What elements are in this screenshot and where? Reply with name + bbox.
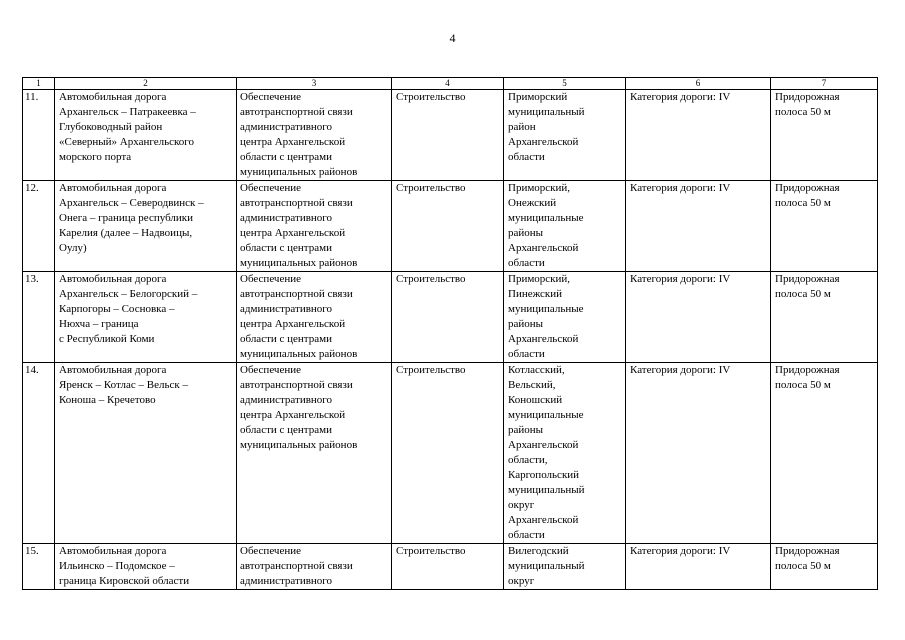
column-header: 4 — [392, 78, 504, 90]
location-cell: Приморский, Онежский муниципальные районы Архангельской области — [504, 181, 626, 272]
road-name: Автомобильная дорога Архангельск – Северодвинск – Онега – граница республики Карелия (далее – Надвоицы, Оулу) — [55, 181, 237, 272]
category-cell: Категория дороги: IV — [626, 90, 771, 181]
row-number: 11. — [23, 90, 55, 181]
row-number: 14. — [23, 363, 55, 544]
work-type-cell: Строительство — [392, 90, 504, 181]
table-row — [23, 181, 878, 272]
column-header: 5 — [504, 78, 626, 90]
table-row — [23, 272, 878, 363]
row-number: 13. — [23, 272, 55, 363]
column-header: 2 — [55, 78, 237, 90]
category-cell: Категория дороги: IV — [626, 181, 771, 272]
location-cell: Вилегодский муниципальный округ — [504, 544, 626, 590]
road-name: Автомобильная дорога Архангельск – Патракеевка – Глубоководный район «Северный» Архангельского морского порта — [55, 90, 237, 181]
zone-cell: Придорожная полоса 50 м — [771, 181, 878, 272]
work-type-cell: Строительство — [392, 272, 504, 363]
purpose-cell: Обеспечение автотранспортной связи административного центра Архангельской области с центрами муниципальных районов — [237, 272, 392, 363]
column-header: 3 — [237, 78, 392, 90]
page-number: 4 — [449, 31, 456, 45]
category-cell: Категория дороги: IV — [626, 363, 771, 544]
table-row — [23, 363, 878, 544]
header-row — [23, 78, 878, 90]
table-row — [23, 90, 878, 181]
zone-cell: Придорожная полоса 50 м — [771, 90, 878, 181]
road-objects-table — [22, 77, 878, 590]
column-header: 6 — [626, 78, 771, 90]
category-cell: Категория дороги: IV — [626, 272, 771, 363]
purpose-cell: Обеспечение автотранспортной связи административного — [237, 544, 392, 590]
road-name: Автомобильная дорога Архангельск – Белогорский – Карпогоры – Сосновка – Нюхча – граница с Республикой Коми — [55, 272, 237, 363]
road-name: Автомобильная дорога Яренск – Котлас – Вельск – Коноша – Кречетово — [55, 363, 237, 544]
row-number: 12. — [23, 181, 55, 272]
work-type-cell: Строительство — [392, 181, 504, 272]
zone-cell: Придорожная полоса 50 м — [771, 272, 878, 363]
zone-cell: Придорожная полоса 50 м — [771, 363, 878, 544]
row-number: 15. — [23, 544, 55, 590]
category-cell: Категория дороги: IV — [626, 544, 771, 590]
column-header: 1 — [23, 78, 55, 90]
purpose-cell: Обеспечение автотранспортной связи административного центра Архангельской области с центрами муниципальных районов — [237, 181, 392, 272]
purpose-cell: Обеспечение автотранспортной связи административного центра Архангельской области с центрами муниципальных районов — [237, 363, 392, 544]
work-type-cell: Строительство — [392, 363, 504, 544]
location-cell: Котласский, Вельский, Коношский муниципальные районы Архангельской области, Каргопольский муниципальный округ Архангельской области — [504, 363, 626, 544]
column-header: 7 — [771, 78, 878, 90]
zone-cell: Придорожная полоса 50 м — [771, 544, 878, 590]
location-cell: Приморский, Пинежский муниципальные районы Архангельской области — [504, 272, 626, 363]
purpose-cell: Обеспечение автотранспортной связи административного центра Архангельской области с центрами муниципальных районов — [237, 90, 392, 181]
table-row — [23, 544, 878, 590]
location-cell: Приморский муниципальный район Архангельской области — [504, 90, 626, 181]
work-type-cell: Строительство — [392, 544, 504, 590]
road-name: Автомобильная дорога Ильинско – Подомское – граница Кировской области — [55, 544, 237, 590]
